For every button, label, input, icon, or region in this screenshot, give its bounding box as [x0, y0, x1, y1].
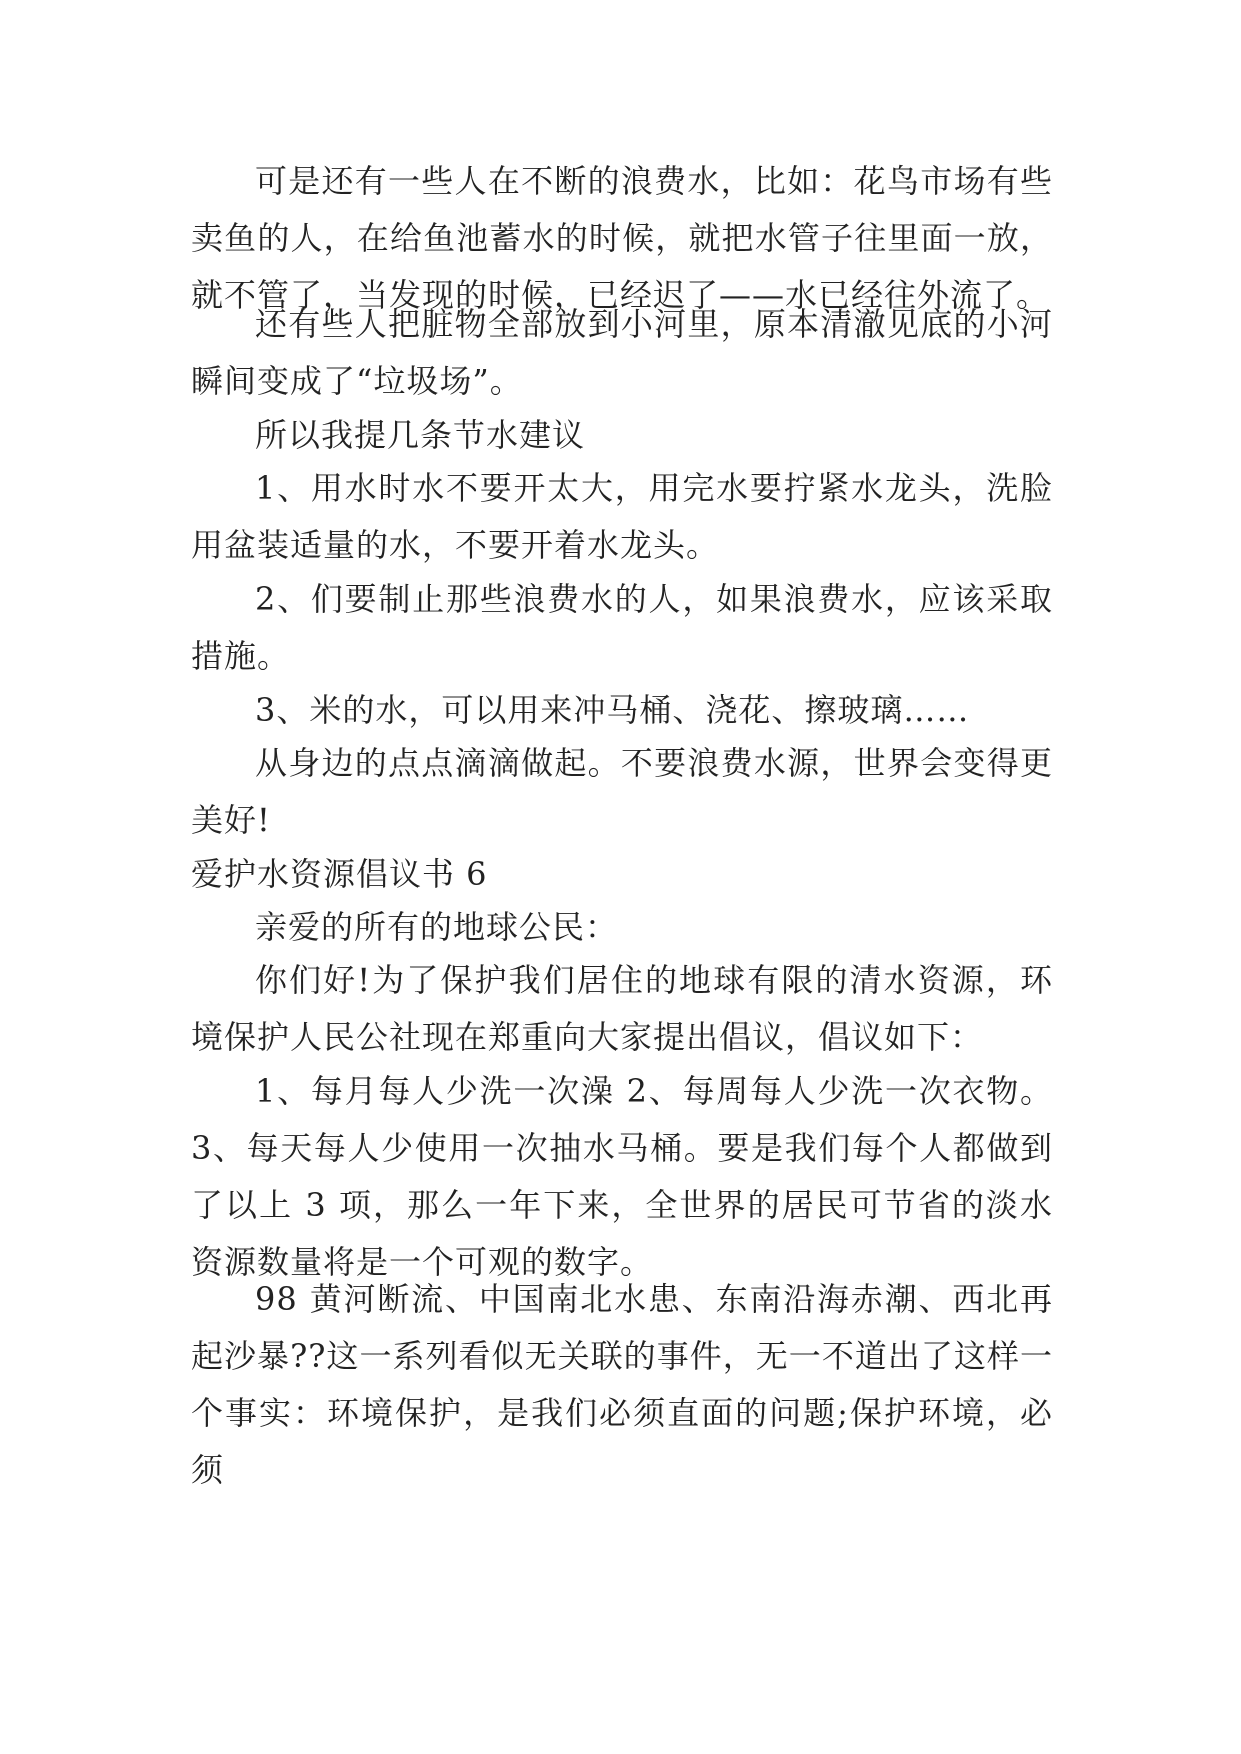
paragraph-conclusion: 从身边的点点滴滴做起。不要浪费水源，世界会变得更美好!	[191, 744, 1053, 839]
section-heading: 爱护水资源倡议书 6	[191, 855, 488, 893]
paragraph-suggestion-1: 1、用水时水不要开太大，用完水要拧紧水龙头，洗脸用盆装适量的水，不要开着水龙头。	[191, 469, 1053, 564]
paragraph-environment-events: 98 黄河断流、中国南北水患、东南沿海赤潮、西北再起沙暴??这一系列看似无关联的事件，无一不道出了这样一个事实：环境保护，是我们必须直面的问题;保护环境，必须	[191, 1280, 1053, 1489]
paragraph-suggestion-2: 2、们要制止那些浪费水的人，如果浪费水，应该采取措施。	[191, 580, 1053, 675]
paragraph-greeting: 你们好!为了保护我们居住的地球有限的清水资源，环境保护人民公社现在郑重向大家提出倡议，倡议如下：	[191, 961, 1053, 1056]
paragraph-suggestion-intro: 所以我提几条节水建议	[255, 416, 586, 454]
paragraph-proposals: 1、每月每人少洗一次澡 2、每周每人少洗一次衣物。3、每天每人少使用一次抽水马桶。要是我们每个人都做到了以上 3 项，那么一年下来，全世界的居民可节省的淡水资源数量将是一个可观的数字。	[191, 1072, 1053, 1281]
paragraph-water-waste: 可是还有一些人在不断的浪费水，比如：花鸟市场有些卖鱼的人，在给鱼池蓄水的时候，就把水管子往里面一放，就不管了，当发现的时候，已经迟了——水已经往外流了。	[191, 162, 1053, 314]
paragraph-polluted-river: 还有些人把脏物全部放到小河里，原本清澈见底的小河瞬间变成了“垃圾场”。	[191, 305, 1053, 400]
paragraph-suggestion-3: 3、米的水，可以用来冲马桶、浇花、擦玻璃……	[255, 691, 970, 729]
paragraph-salutation: 亲爱的所有的地球公民：	[255, 908, 619, 946]
